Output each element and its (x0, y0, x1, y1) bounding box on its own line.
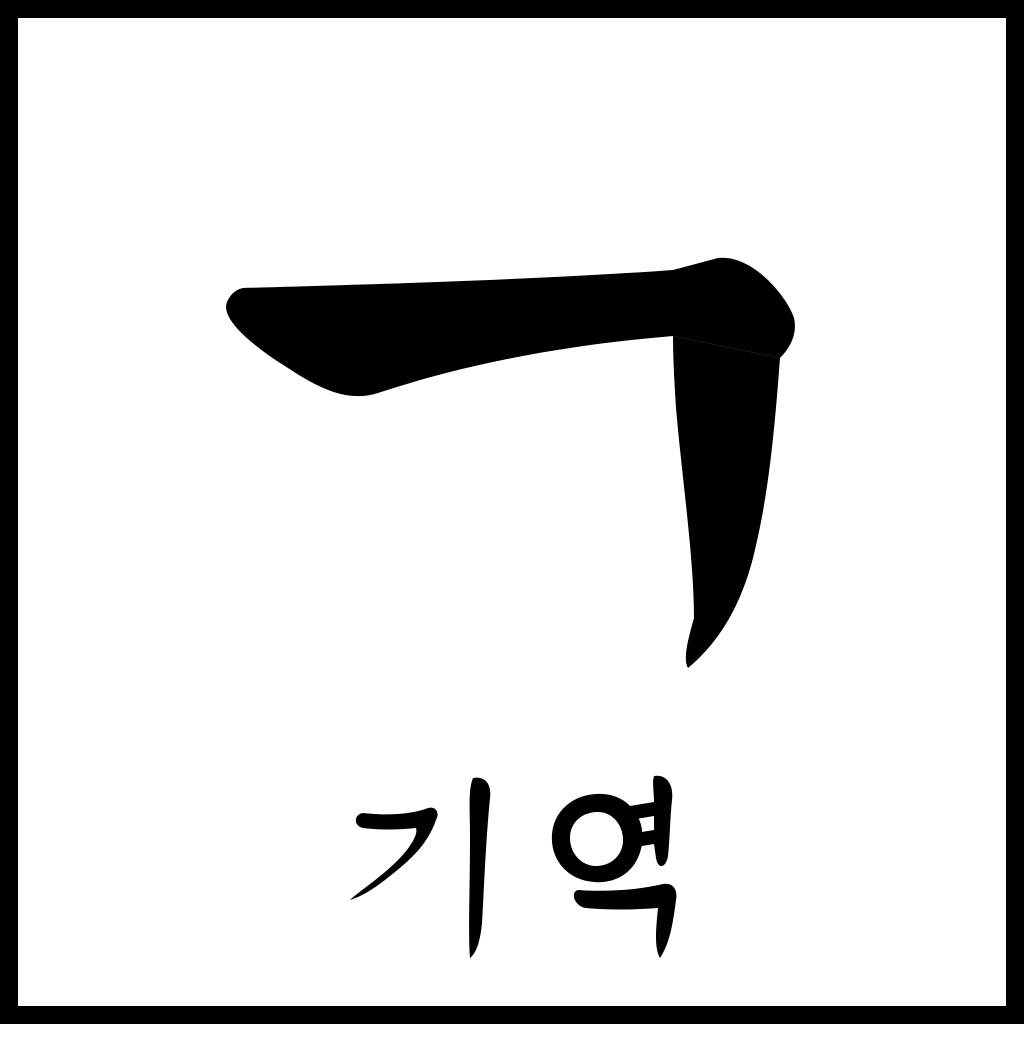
name-syllable-1-vowel (469, 778, 490, 958)
letter-card-artwork (18, 18, 1024, 1042)
name-syllable-1-consonant (350, 808, 438, 900)
letter-vertical-stroke (673, 336, 780, 668)
name-syllable-2-final (574, 884, 677, 958)
name-syllable-2-circle (552, 794, 643, 882)
main-letter-glyph (226, 258, 795, 668)
letter-name-glyphs (350, 776, 676, 958)
